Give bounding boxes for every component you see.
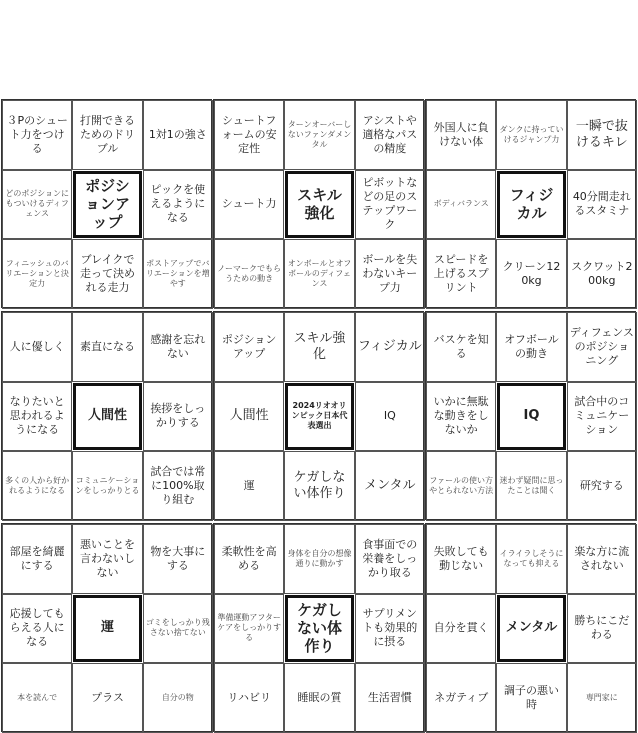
chart-cell	[214, 382, 284, 452]
chart-block-7	[1, 523, 212, 732]
chart-block-1	[1, 99, 212, 308]
block-center-goal	[285, 383, 353, 451]
block-center-goal	[497, 171, 565, 239]
cell-text: ポジションアップ	[84, 177, 130, 232]
chart-cell	[426, 382, 496, 452]
chart-cell	[355, 663, 425, 733]
cell-text: 自分を貫く	[433, 621, 489, 635]
chart-cell	[426, 524, 496, 594]
cell-text: 40分間走れるスタミナ	[572, 190, 631, 218]
chart-cell	[2, 312, 72, 382]
chart-cell	[143, 524, 213, 594]
chart-cell	[567, 663, 637, 733]
cell-text: ターンオーバーしないファンダメンタル	[287, 119, 352, 149]
cell-text: ケガしない体作り	[293, 470, 346, 502]
chart-cell	[496, 312, 566, 382]
cell-text: IQ	[383, 409, 396, 423]
cell-text: 挨拶をしっかりする	[150, 402, 206, 430]
cell-text: 人に優しく	[9, 339, 65, 353]
block-center-goal	[73, 171, 141, 239]
chart-cell	[72, 524, 142, 594]
cell-text: クリーン120kg	[502, 260, 561, 288]
chart-cell	[496, 524, 566, 594]
cell-text: ピボットなどの足のステップワーク	[362, 176, 418, 232]
cell-text: 失敗しても動じない	[433, 544, 489, 572]
cell-text: ブレイクで走って決めれる走力	[79, 253, 135, 295]
chart-cell	[284, 451, 354, 521]
chart-cell	[426, 100, 496, 170]
block-center-goal	[73, 383, 141, 451]
cell-text: ３Pのシュート力をつける	[6, 113, 68, 155]
cell-text: ノーマークでもらうための動き	[217, 264, 282, 284]
chart-cell	[426, 170, 496, 240]
chart-cell	[143, 382, 213, 452]
chart-cell	[284, 100, 354, 170]
chart-cell	[567, 382, 637, 452]
cell-text: オンボールとオフボールのディフェンス	[287, 259, 352, 289]
chart-cell	[496, 451, 566, 521]
cell-text: 外国人に負けない体	[433, 120, 489, 148]
chart-cell	[72, 451, 142, 521]
cell-text: 応援してもらえる人になる	[9, 607, 65, 649]
cell-text: ネガティブ	[434, 691, 489, 705]
cell-text: 生活習慣	[367, 691, 412, 705]
cell-text: フィジカル	[509, 186, 554, 223]
cell-text: ケガしない体作り	[296, 601, 342, 656]
chart-cell	[426, 239, 496, 309]
cell-text: 試合中のコミュニケーション	[574, 395, 630, 437]
cell-text: オフボールの動き	[504, 332, 559, 360]
cell-text: 多くの人から好かれるようになる	[5, 476, 70, 496]
cell-text: 部屋を綺麗にする	[9, 544, 65, 572]
chart-cell	[426, 594, 496, 664]
chart-cell	[567, 239, 637, 309]
cell-text: いかに無駄な動きをしないか	[433, 395, 489, 437]
cell-text: 運	[243, 479, 255, 493]
cell-text: スピードを上げるスプリント	[433, 253, 489, 295]
cell-text: ポストアップでバリエーションを増やす	[146, 259, 210, 289]
cell-text: 物を大事にする	[150, 544, 206, 572]
cell-text: 人間性	[87, 408, 127, 424]
chart-cell	[567, 594, 637, 664]
cell-text: 試合では常に100%取り組む	[150, 465, 206, 507]
chart-cell	[496, 663, 566, 733]
chart-cell	[426, 663, 496, 733]
chart-cell	[355, 451, 425, 521]
cell-text: 2024リオオリンピック日本代表選出	[291, 401, 348, 431]
cell-text: どのポジションにもついけるディフェンス	[5, 189, 69, 219]
chart-cell	[284, 239, 354, 309]
chart-block-9	[425, 523, 636, 732]
cell-text: スキル強化	[297, 186, 342, 223]
chart-cell	[567, 312, 637, 382]
chart-cell	[2, 100, 72, 170]
cell-text: 打開できるためのドリブル	[79, 113, 135, 155]
cell-text: メンタル	[505, 620, 558, 636]
chart-cell	[284, 312, 354, 382]
chart-cell	[567, 100, 637, 170]
chart-block-3	[425, 99, 636, 308]
cell-text: ボールを失わないキープ力	[362, 253, 418, 295]
block-center-goal	[285, 171, 353, 239]
cell-text: 運	[100, 620, 114, 636]
cell-text: サプリメントも効果的に摂る	[362, 607, 418, 649]
cell-text: イライラしそうになっても抑える	[499, 548, 564, 568]
chart-cell	[143, 451, 213, 521]
cell-text: フィニッシュのバリエーションと決定力	[5, 259, 69, 289]
chart-block-4	[1, 311, 212, 520]
cell-text: 準備運動アフターケアをしっかりする	[217, 613, 282, 643]
cell-text: 調子の悪い時	[503, 684, 559, 712]
chart-cell	[355, 100, 425, 170]
chart-cell	[426, 451, 496, 521]
chart-cell	[143, 170, 213, 240]
cell-text: ボディバランス	[433, 199, 489, 209]
chart-cell	[284, 524, 354, 594]
chart-cell	[143, 663, 213, 733]
cell-text: 悪いことを言わないしない	[79, 537, 135, 579]
cell-text: 専門家に	[585, 693, 618, 703]
cell-text: ピックを使えるようになる	[150, 183, 206, 225]
block-center-goal	[285, 595, 353, 663]
cell-text: ファールの使い方やとられない方法	[429, 476, 494, 496]
cell-text: 1対1の強さ	[148, 127, 207, 141]
chart-cell	[143, 100, 213, 170]
chart-cell	[567, 451, 637, 521]
chart-cell	[143, 594, 213, 664]
cell-text: 本を読んで	[17, 693, 58, 703]
cell-text: ゴミをしっかり残さない捨てない	[145, 618, 210, 638]
cell-text: アシストや適格なパスの精度	[362, 113, 418, 155]
chart-cell	[143, 239, 213, 309]
chart-cell	[2, 382, 72, 452]
chart-block-5	[213, 311, 424, 520]
chart-cell	[72, 100, 142, 170]
cell-text: フィジカル	[357, 338, 422, 354]
mandala-chart	[0, 97, 638, 712]
cell-text: コミュニケーションをしっかりとる	[75, 476, 140, 496]
cell-text: 食事面での栄養をしっかり取る	[362, 537, 418, 579]
chart-cell	[72, 239, 142, 309]
chart-cell	[355, 312, 425, 382]
cell-text: IQ	[523, 408, 540, 424]
cell-text: 一瞬で抜けるキレ	[575, 118, 628, 150]
chart-cell	[214, 170, 284, 240]
chart-cell	[567, 524, 637, 594]
chart-cell	[2, 524, 72, 594]
chart-cell	[214, 451, 284, 521]
chart-cell	[72, 663, 142, 733]
chart-cell	[426, 312, 496, 382]
cell-text: スクワット200kg	[571, 260, 633, 288]
chart-cell	[2, 663, 72, 733]
chart-block-6	[425, 311, 636, 520]
chart-cell	[214, 594, 284, 664]
chart-cell	[2, 239, 72, 309]
block-center-goal	[497, 595, 565, 663]
cell-text: スキル強化	[293, 330, 346, 362]
chart-cell	[355, 239, 425, 309]
cell-text: 人間性	[229, 408, 269, 424]
chart-cell	[284, 663, 354, 733]
cell-text: ダンクに持っていけるジャンプ力	[499, 124, 564, 144]
chart-cell	[72, 312, 142, 382]
chart-cell	[355, 382, 425, 452]
chart-block-8	[213, 523, 424, 732]
cell-text: なりたいと思われるようになる	[9, 395, 65, 437]
chart-block-2	[213, 99, 424, 308]
chart-cell	[2, 594, 72, 664]
chart-cell	[214, 524, 284, 594]
cell-text: シュートフォームの安定性	[221, 113, 277, 155]
cell-text: 素直になる	[79, 339, 135, 353]
chart-cell	[496, 100, 566, 170]
chart-cell	[143, 312, 213, 382]
cell-text: 迷わず疑問に思ったことは聞く	[499, 476, 564, 496]
cell-text: 自分の物	[161, 693, 194, 703]
chart-cell	[214, 100, 284, 170]
chart-cell	[355, 594, 425, 664]
chart-cell	[567, 170, 637, 240]
chart-cell	[214, 312, 284, 382]
chart-cell	[214, 239, 284, 309]
chart-cell	[214, 663, 284, 733]
block-center-goal	[497, 383, 565, 451]
cell-text: メンタル	[364, 478, 416, 494]
chart-cell	[355, 524, 425, 594]
chart-cell	[2, 170, 72, 240]
cell-text: 楽な方に流されない	[574, 544, 630, 572]
cell-text: 睡眠の質	[297, 691, 342, 705]
cell-text: シュート力	[221, 197, 277, 211]
cell-text: ポジションアップ	[221, 332, 277, 360]
cell-text: リハビリ	[227, 691, 271, 705]
cell-text: ディフェンスのポジショニング	[569, 325, 634, 367]
cell-text: プラス	[91, 691, 124, 705]
cell-text: 感謝を忘れない	[150, 332, 206, 360]
cell-text: 柔軟性を高める	[221, 544, 277, 572]
cell-text: 研究する	[579, 479, 624, 493]
cell-text: 勝ちにこだわる	[574, 614, 630, 642]
cell-text: バスケを知る	[433, 332, 489, 360]
block-center-goal	[73, 595, 141, 663]
chart-cell	[355, 170, 425, 240]
chart-cell	[2, 451, 72, 521]
cell-text: 身体を自分の想像通りに動かす	[287, 548, 352, 568]
chart-cell	[496, 239, 566, 309]
